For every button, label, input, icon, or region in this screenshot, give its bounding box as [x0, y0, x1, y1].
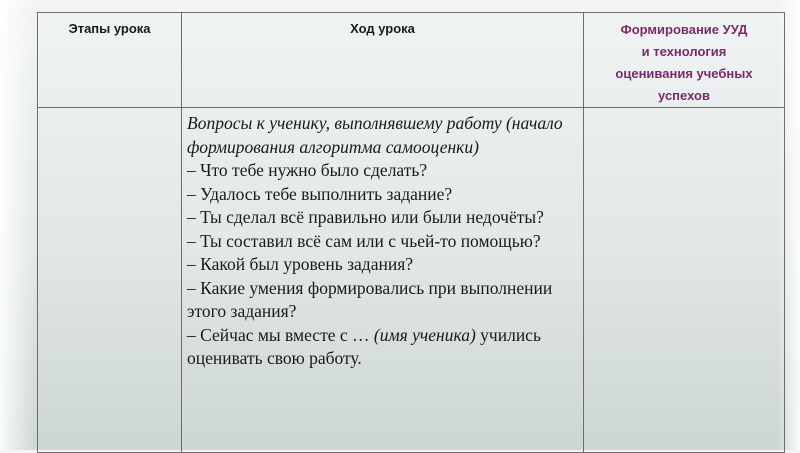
left-edge-highlight — [0, 0, 36, 450]
header-uud-line1: Формирование УУД — [620, 22, 748, 37]
header-uud-line4: успехов — [658, 88, 710, 103]
header-course: Ход урока — [350, 21, 415, 36]
question-3: – Ты сделал всё правильно или были недочёты? — [187, 207, 544, 227]
header-cell-course — [182, 13, 584, 108]
header-row — [38, 13, 785, 108]
course-intro: Вопросы к ученику, выполнявшему работу (начало формирования алгоритма самооценки) — [187, 113, 563, 157]
stages-cell — [38, 108, 182, 453]
question-7-end: учились оценивать свою работу. — [187, 324, 541, 368]
question-4: – Ты составил всё сам или с чьей-то помощью? — [187, 230, 541, 251]
header-uud-line3: оценивания учебных — [615, 66, 753, 81]
course-cell — [182, 108, 584, 453]
question-1: – Что тебе нужно было сделать? — [187, 160, 428, 180]
header-uud-line2: и технология — [641, 44, 727, 59]
course-content — [182, 108, 583, 371]
uud-cell — [584, 108, 785, 453]
question-7-start: – Сейчас мы вместе с … — [187, 324, 374, 345]
question-5: – Какой был уровень задания? — [187, 254, 414, 274]
question-6: – Какие умения формировались при выполнении этого задания? — [187, 277, 553, 321]
content-row — [38, 108, 785, 453]
question-2: – Удалось тебе выполнить задание? — [187, 183, 453, 204]
header-cell-uud — [584, 13, 785, 108]
header-cell-stages — [38, 13, 182, 108]
question-7-student-name: (имя ученика) — [373, 324, 476, 345]
lesson-plan-table — [37, 12, 785, 453]
question-7 — [187, 324, 577, 371]
header-uud — [584, 13, 784, 107]
header-stages: Этапы урока — [68, 21, 151, 36]
